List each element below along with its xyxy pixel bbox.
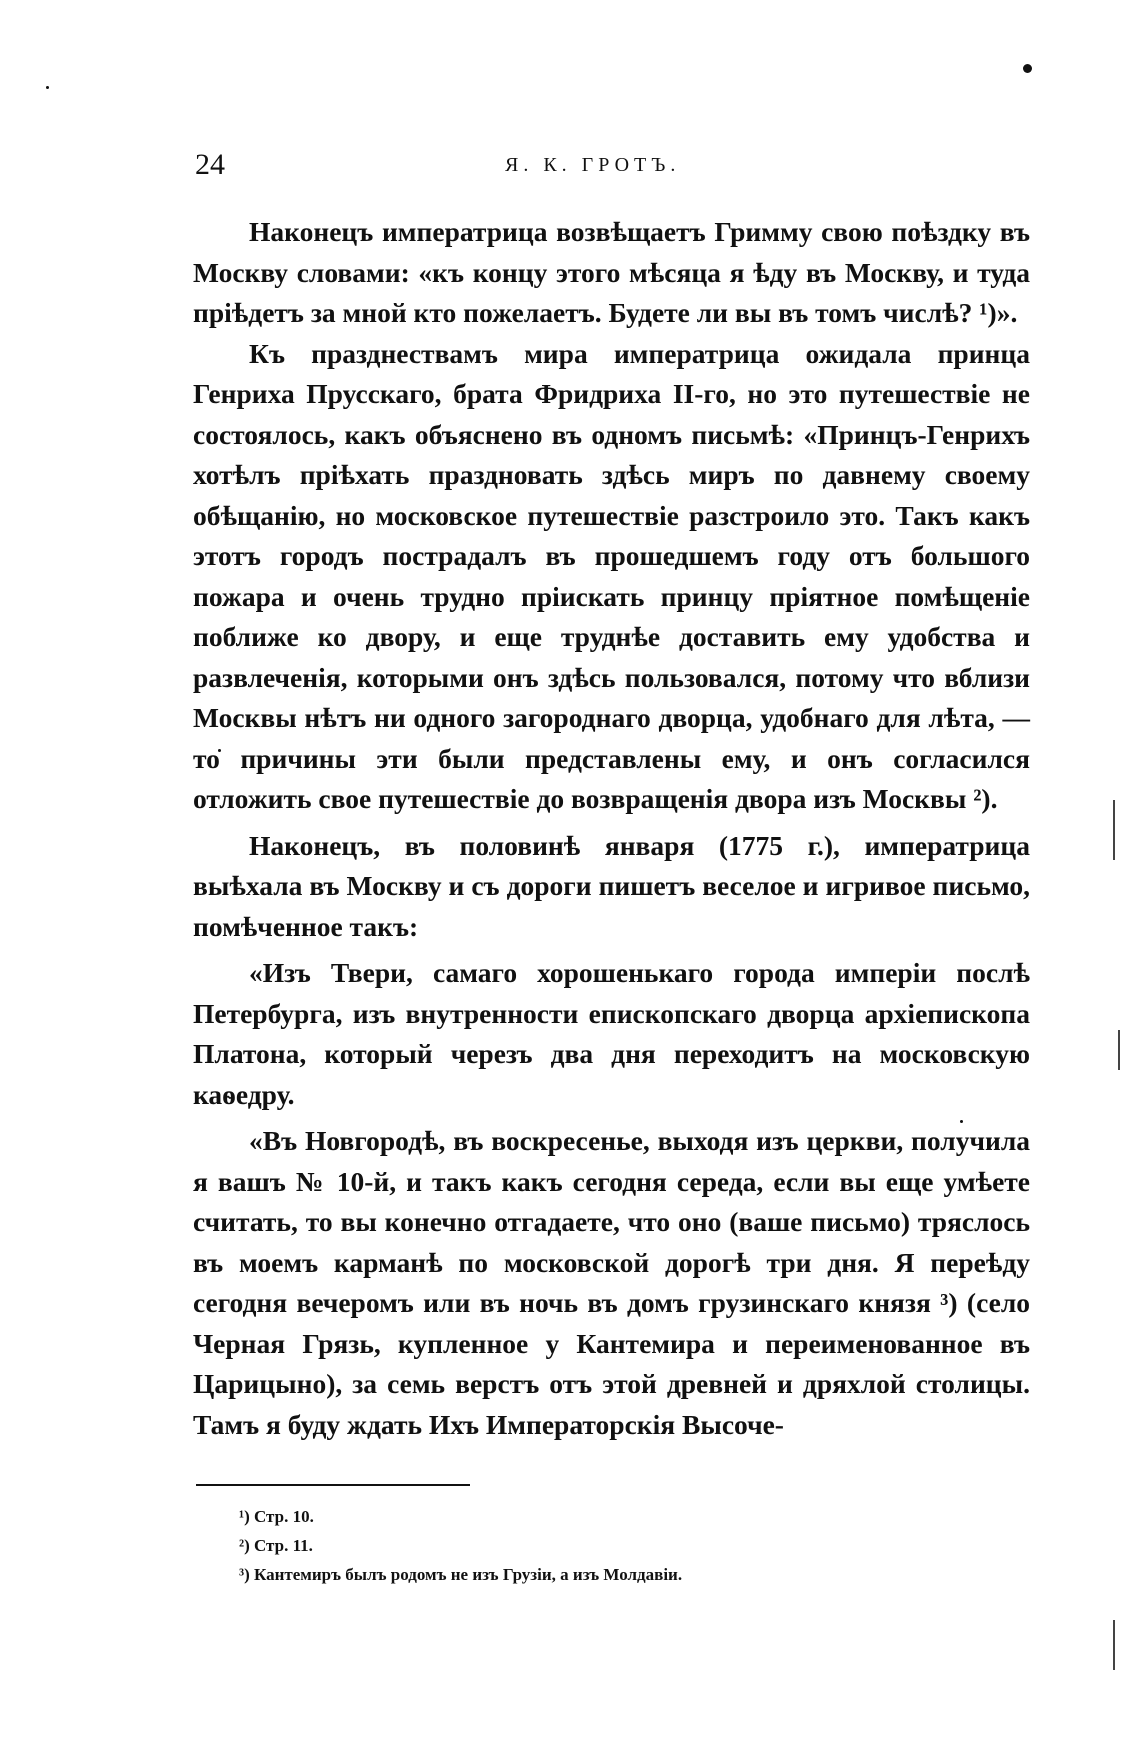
paragraph: Къ празднествамъ мира императрица ожидала принца Генриха Прусскаго, брата Фридриха II-го, но это путешествіе не состоялось, какъ объяснено въ одномъ письмѣ: «Принцъ-Генрихъ хотѣлъ пріѣхать праздновать здѣсь миръ по давнему своему обѣщанію, но московское путешествіе разстроило это. Такъ какъ этотъ городъ пострадалъ въ прошедшемъ году отъ большого пожара и очень трудно пріискать принцу пріятное помѣщеніе поближе ко двору, и еще труднѣе доставить ему удобства и развлеченія, которыми онъ здѣсь пользовался, потому что вблизи Москвы нѣтъ ни одного загороднаго дворца, удобнаго для лѣта, — то причины эти были представлены ему, и онъ согласился отложить свое путешествіе до возвращенія двора изъ Москвы ²). [193,337,1030,814]
body-text [193,212,1030,1445]
ink-speck [46,86,49,89]
paragraph: «Изъ Твери, самаго хорошенькаго города имперіи послѣ Петербурга, изъ внутренности епископскаго дворца архіепископа Платона, который черезъ два дня переходитъ на московскую каѳедру. [193,957,1030,1110]
footnotes [239,1502,1019,1589]
footnote: ²) Стр. 11. [239,1536,313,1555]
page-header [195,148,1035,188]
ink-speck [1023,64,1032,73]
footnote: ¹) Стр. 10. [239,1507,314,1526]
paragraph: «Въ Новгородѣ, въ воскресенье, выходя изъ церкви, получила я вашъ № 10-й, и такъ какъ сегодня середа, если вы еще умѣете считать, то вы конечно отгадаете, что оно (ваше письмо) тряслось въ моемъ карманѣ по московской дорогѣ три дня. Я переѣду сегодня вечеромъ или въ ночь въ домъ грузинскаго князя ³) (село Черная Грязь, купленное у Кантемира и переименованное въ Царицыно), за семь верстъ отъ этой древней и дряхлой столицы. Тамъ я буду ждать Ихъ Императорскія Высоче- [193,1125,1030,1440]
footnote: ³) Кантемиръ былъ родомъ не изъ Грузіи, а изъ Молдавіи. [239,1565,683,1584]
page-number: 24 [195,148,225,181]
margin-mark [1113,1620,1115,1670]
paragraph: Наконецъ императрица возвѣщаетъ Гримму свою поѣздку въ Москву словами: «къ концу этого мѣсяца я ѣду въ Москву, и туда пріѣдетъ за мной кто пожелаетъ. Будете ли вы въ томъ числѣ? ¹)». [193,216,1030,328]
running-head: Я. К. ГРОТЪ. [505,154,681,176]
paragraph: Наконецъ, въ половинѣ января (1775 г.), императрица выѣхала въ Москву и съ дороги пишетъ веселое и игривое письмо, помѣченное такъ: [193,829,1030,942]
margin-mark [1118,1030,1120,1070]
margin-mark [1113,800,1115,860]
footnote-divider [196,1484,470,1486]
